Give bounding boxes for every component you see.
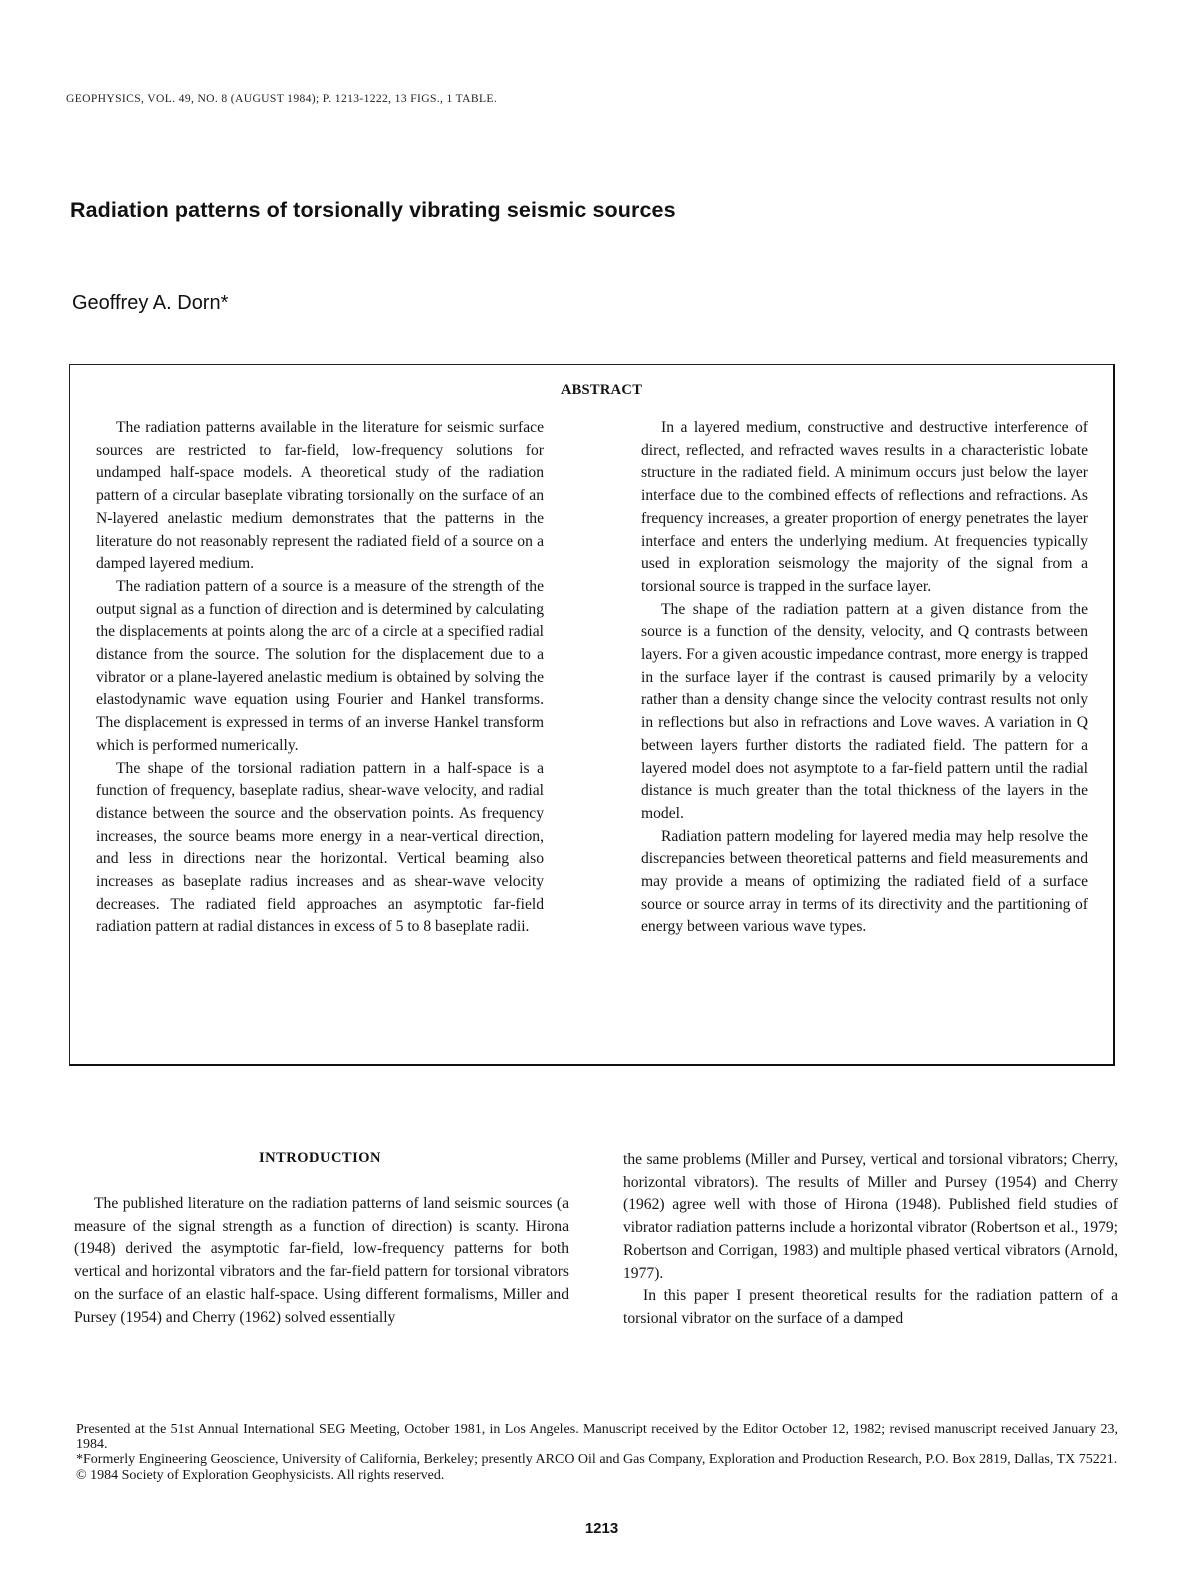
abstract-left-column bbox=[96, 417, 544, 939]
abstract-paragraph: The radiation pattern of a source is a measure of the strength of the output signal as a function of direction and is determined by calculating the displacements at points along the arc of a circle at a specified radial distance from the source. The solution for the displacement due to a vibrator or a plane-layered anelastic medium is obtained by solving the elastodynamic wave equation using Fourier and Hankel transforms. The displacement is expressed in terms of an inverse Hankel transform which is performed numerically. bbox=[96, 577, 544, 754]
article-title: Radiation patterns of torsionally vibrating seismic sources bbox=[70, 198, 676, 222]
footnotes bbox=[76, 1422, 1118, 1483]
abstract-paragraph: Radiation pattern modeling for layered media may help resolve the discrepancies between theoretical patterns and field measurements and may provide a means of optimizing the radiated field of a surface source or source array in terms of its directivity and the partitioning of energy between various wave types. bbox=[641, 827, 1088, 936]
abstract-right-column bbox=[641, 417, 1088, 939]
introduction-right-column bbox=[623, 1149, 1118, 1331]
journal-citation-line: GEOPHYSICS, VOL. 49, NO. 8 (AUGUST 1984); P. 1213-1222, 13 FIGS., 1 TABLE. bbox=[66, 92, 498, 105]
abstract-paragraph: The shape of the torsional radiation pattern in a half-space is a function of frequency, baseplate radius, shear-wave velocity, and radial distance between the source and the observation points. As frequency increases, the source beams more energy in a near-vertical direction, and less in directions near the horizontal. Vertical beaming also increases as baseplate radius increases and as shear-wave velocity decreases. The radiated field approaches an asymptotic far-field radiation pattern at radial distances in excess of 5 to 8 baseplate radii. bbox=[96, 759, 544, 936]
abstract-paragraph: The shape of the radiation pattern at a given distance from the source is a function of the density, velocity, and Q contrasts between layers. For a given acoustic impedance contrast, more energy is trapped in the surface layer if the contrast is caused primarily by a velocity rather than a density change since the velocity contrast results not only in reflections but also in refractions and Love waves. A variation in Q between layers further distorts the radiated field. The pattern for a layered model does not asymptote to a far-field pattern until the radial distance is much greater than the total thickness of the layers in the model. bbox=[641, 600, 1088, 822]
copyright-footnote: © 1984 Society of Exploration Geophysicists. All rights reserved. bbox=[76, 1467, 445, 1483]
abstract-paragraph: In a layered medium, constructive and destructive interference of direct, reflected, and refracted waves results in a characteristic lobate structure in the radiated field. A minimum occurs just below the layer interface due to the combined effects of reflections and refractions. As frequency increases, a greater proportion of energy penetrates the layer interface and enters the underlying medium. At frequencies typically used in exploration seismology the majority of the signal from a torsional source is trapped in the surface layer. bbox=[641, 419, 1088, 595]
abstract-heading: ABSTRACT bbox=[560, 382, 643, 398]
introduction-heading: INTRODUCTION bbox=[258, 1150, 381, 1166]
introduction-left-column bbox=[74, 1193, 569, 1329]
introduction-continued-paragraph: the same problems (Miller and Pursey, vertical and torsional vibrators; Cherry, horizontal vibrators). The results of Miller and Pursey (1954) and Cherry (1962) agree well with those of Hirona (1948). Published field studies of vibrator radiation patterns include a horizontal vibrator (Robertson et al., 1979; Robertson and Corrigan, 1983) and multiple phased vertical vibrators (Arnold, 1977). bbox=[623, 1151, 1118, 1282]
author-name: Geoffrey A. Dorn* bbox=[72, 292, 229, 314]
introduction-paragraph: In this paper I present theoretical results for the radiation pattern of a torsional vibrator on the surface of a damped bbox=[623, 1287, 1118, 1327]
page-number: 1213 bbox=[584, 1520, 619, 1537]
abstract-paragraph: The radiation patterns available in the literature for seismic surface sources are restricted to far-field, low-frequency solutions for undamped half-space models. A theoretical study of the radiation pattern of a circular baseplate vibrating torsionally on the surface of an N-layered anelastic medium demonstrates that the patterns in the literature do not reasonably represent the radiated field of a source on a damped layered medium. bbox=[96, 419, 544, 573]
affiliation-footnote: *Formerly Engineering Geoscience, University of California, Berkeley; presently ARCO Oil and Gas Company, Exploration and Production Research, P.O. Box 2819, Dallas, TX 75221. bbox=[76, 1452, 1118, 1468]
introduction-paragraph: The published literature on the radiation patterns of land seismic sources (a measure of the signal strength as a function of direction) is scanty. Hirona (1948) derived the asymptotic far-field, low-frequency patterns for both vertical and horizontal vibrators and the far-field pattern for torsional vibrators on the surface of an elastic half-space. Using different formalisms, Miller and Pursey (1954) and Cherry (1962) solved essentially bbox=[74, 1195, 569, 1326]
presentation-footnote: Presented at the 51st Annual International SEG Meeting, October 1981, in Los Angeles. Manuscript received by the Editor October 12, 1982; revised manuscript received January 23, 1984. bbox=[76, 1422, 1118, 1453]
